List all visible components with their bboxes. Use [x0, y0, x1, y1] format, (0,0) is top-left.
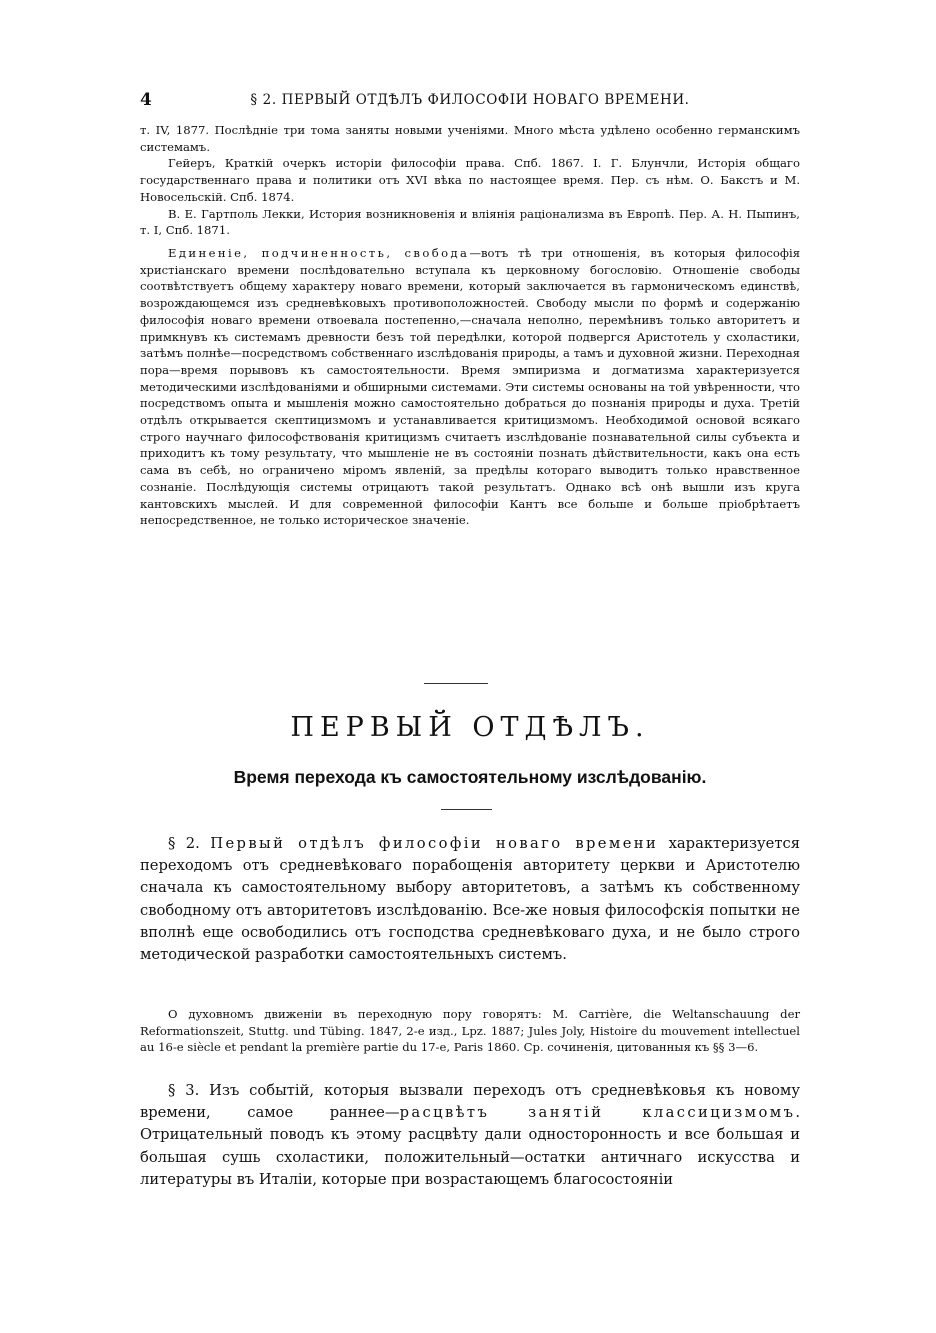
bibliography-notes [140, 122, 800, 239]
running-head: § 2. ПЕРВЫЙ ОТДѢЛЪ ФИЛОСОФІИ НОВАГО ВРЕМЕНИ. [250, 92, 690, 108]
part-subtitle: Время перехода къ самостоятельному изслѣдованію. [233, 767, 707, 787]
section-divider [424, 683, 488, 684]
bibliography-note: т. IV, 1877. Послѣдніе три тома заняты новыми ученіями. Много мѣста удѣлено особенно германскимъ системамъ. [140, 123, 800, 154]
intro-spaced-lead: Единеніе, подчиненность, свобода [168, 246, 470, 260]
section-3-lead: § 3. Изъ событій, которыя вызвали переходъ отъ средневѣковья къ новому времени, самое раннее— [140, 1082, 800, 1122]
section-2-note [140, 1006, 800, 1056]
section-3-text [140, 1080, 800, 1191]
part-title: ПЕРВЫЙ ОТДѢЛЪ. [290, 712, 650, 743]
section-3-body: . Отрицательный поводъ къ этому расцвѣту дали односторонность и все большая и большая сушь схоластики, положительный—остатки античнаго искусства и литературы въ Италіи, которые при возрастающемъ благосостояніи [140, 1104, 800, 1188]
section-2-paragraph [140, 833, 800, 966]
page-number: 4 [140, 90, 152, 110]
section-2-text [140, 833, 800, 966]
bibliography-note: В. Е. Гартполь Лекки, История возникновенія и вліянія раціонализма въ Европѣ. Пер. А. Н. Пыпинъ, т. I, Спб. 1871. [140, 206, 800, 238]
section-2-spaced: Первый отдѣлъ философіи новаго времени [210, 835, 659, 852]
section-3-spaced: расцвѣтъ занятій классицизмомъ [399, 1104, 796, 1122]
bibliography-note: Гейеръ, Краткій очеркъ исторіи философіи права. Спб. 1867. I. Г. Блунчли, Исторія общаго государственнаго права и политики отъ XVI вѣка по настоящее время. Пер. съ нѣм. О. Бакстъ и М. Новосельскій. Спб. 1874. [140, 156, 800, 204]
intro-text [140, 245, 800, 529]
subtitle-divider [441, 809, 492, 810]
section-2-note-text: О духовномъ движеніи въ переходную пору говорятъ: M. Carrière, die Weltanschauung der Reformationszeit, Stuttg. und Tübing. 1847, 2-е изд., Lpz. 1887; Jules Joly, Histoire du mouvement intellectuel au 16-e siècle et pendant la première partie du 17-e, Paris 1860. Ср. сочиненія, цитованныя къ §§ 3—6. [140, 1007, 800, 1055]
intro-paragraph [140, 245, 800, 529]
section-2-body: характеризуется переходомъ отъ средневѣковаго порабощенія авторитету церкви и Аристотелю сначала къ самостоятельному выбору авторитетовъ, а затѣмъ къ собственному свободному отъ авторитетовъ изслѣдованію. Все-же новыя философскія попытки не вполнѣ еще освободились отъ господства средневѣковаго духа, и не было строго методической разработки самостоятельныхъ системъ. [140, 835, 800, 964]
section-3-paragraph [140, 1080, 800, 1191]
page-header [140, 90, 800, 110]
section-2-lead: § 2. [168, 835, 211, 852]
intro-body: —вотъ тѣ три отношенія, въ которыя философія христіанскаго времени послѣдовательно вступала къ церковному богословію. Отношеніе свободы соотвѣтствуетъ общему характеру новаго времени, который заключается въ гармоническомъ единствѣ, возрождающемся изъ средневѣковыхъ противоположностей. Свободу мысли по формѣ и содержанію философія новаго времени отвоевала постепенно,—сначала неполно, перемѣнивъ только авторитетъ и примкнувъ къ системамъ древности безъ той передѣлки, которой подвергся Аристотель у схоластики, затѣмъ полнѣе—посредствомъ собственнаго изслѣдованія природы, а тамъ и духовной жизни. Переходная пора—время порывовъ къ самостоятельности. Время эмпиризма и догматизма характеризуется методическими изслѣдованіями и обширными системами. Эти системы основаны на той увѣренности, что посредствомъ опыта и мышленія можно самостоятельно добраться до познанія природы и духа. Третій отдѣлъ открывается скептицизмомъ и устанавливается критицизмомъ. Необходимой основой всякаго строго научнаго философствованія критицизмъ считаетъ изслѣдованіе познавательной силы субъекта и приходитъ къ тому результату, что мышленіе не въ состояніи познать дѣйствительности, какъ она есть сама въ себѣ, но ограничено міромъ явленій, за предѣлы котораго выводитъ только нравственное сознаніе. Послѣдующія системы отрицаютъ такой результатъ. Однако всѣ онѣ вышли изъ круга кантовскихъ мыслей. И для современной философіи Кантъ все больше и больше пріобрѣтаетъ непосредственное, не только историческое значеніе. [140, 246, 801, 528]
